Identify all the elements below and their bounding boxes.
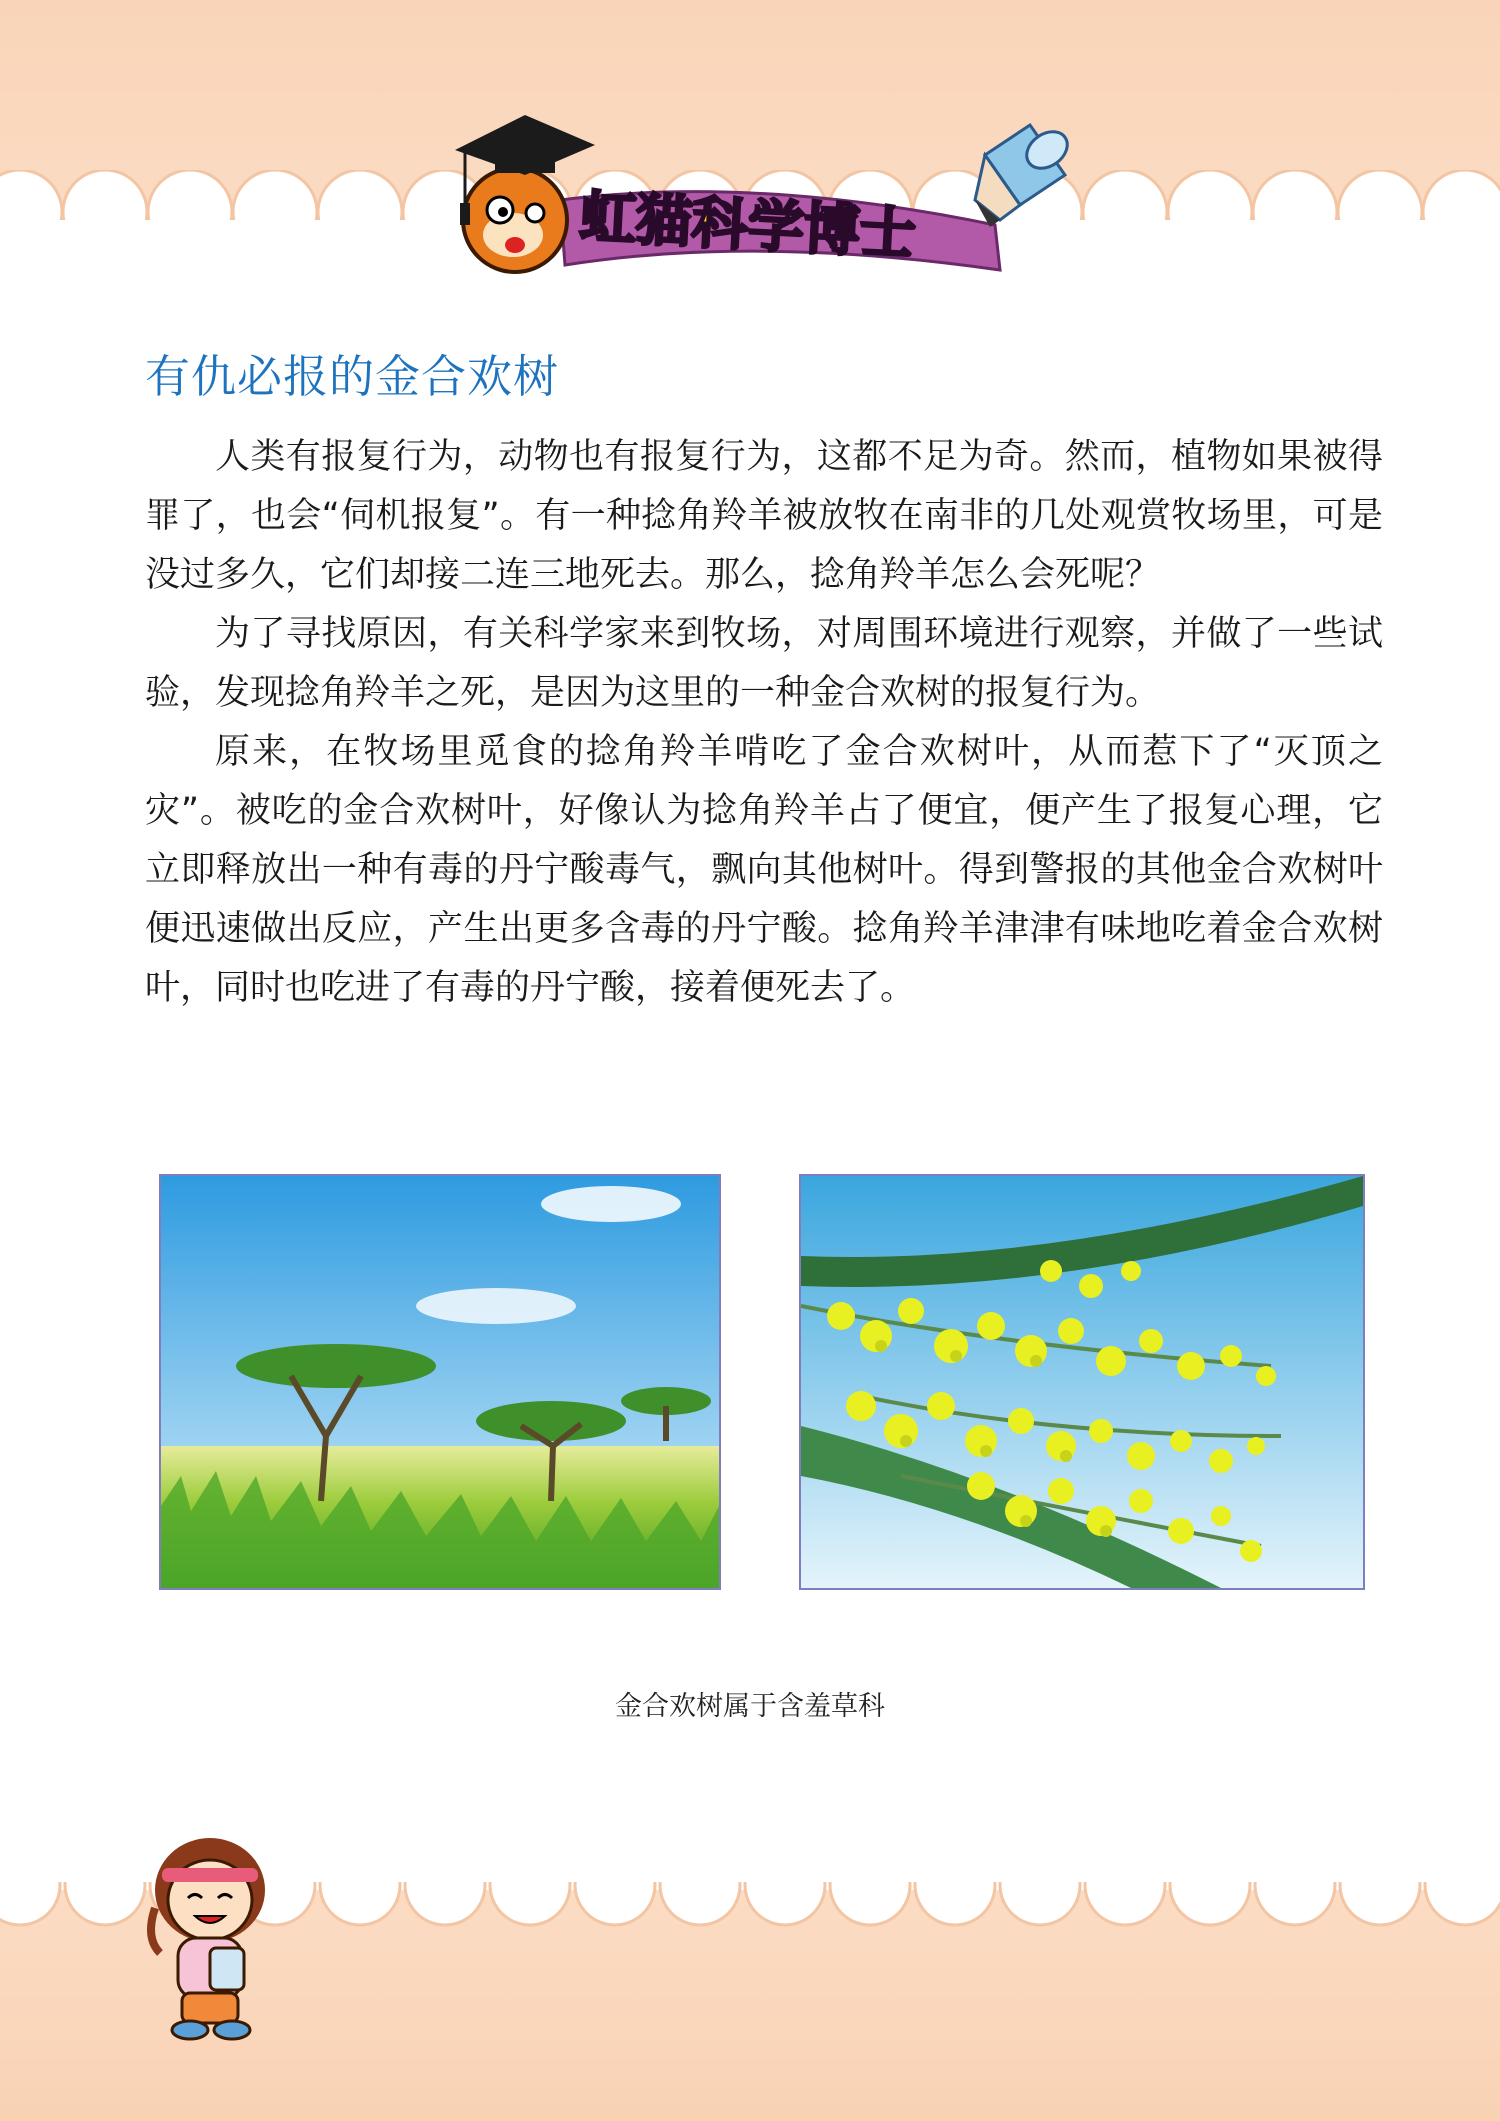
cartoon-girl-mascot-icon	[140, 1828, 280, 2043]
paragraph: 为了寻找原因，有关科学家来到牧场，对周围环境进行观察，并做了一些试验，发现捻角羚羊之死，是因为这里的一种金合欢树的报复行为。	[145, 614, 1383, 713]
pencil-icon	[975, 124, 1074, 227]
acacia-blossom-photo	[799, 1174, 1365, 1590]
paragraph: 人类有报复行为，动物也有报复行为，这都不足为奇。然而，植物如果被得罪了，也会“伺机报复”。有一种捻角羚羊被放牧在南非的几处观赏牧场里，可是没过多久，它们却接二连三地死去。那么，捻角羚羊怎么会死呢？	[145, 437, 1383, 595]
savanna-acacia-photo	[159, 1174, 721, 1590]
figure-caption: 金合欢树属于含羞草科	[615, 1691, 885, 1722]
hongmao-science-logo	[455, 95, 1095, 280]
article-title: 有仇必报的金合欢树	[145, 350, 560, 403]
paragraph: 原来，在牧场里觅食的捻角羚羊啃吃了金合欢树叶，从而惹下了“灭顶之灾”。被吃的金合欢树叶，好像认为捻角羚羊占了便宜，便产生了报复心理，它立即释放出一种有毒的丹宁酸毒气，飘向其他树叶。得到警报的其他金合欢树叶便迅速做出反应，产生出更多含毒的丹宁酸。捻角羚羊津津有味地吃着金合欢树叶，同时也吃进了有毒的丹宁酸，接着便死去了。	[145, 732, 1383, 1008]
logo-text: 虹猫科学博士	[578, 184, 918, 268]
article-body	[145, 428, 1383, 1018]
